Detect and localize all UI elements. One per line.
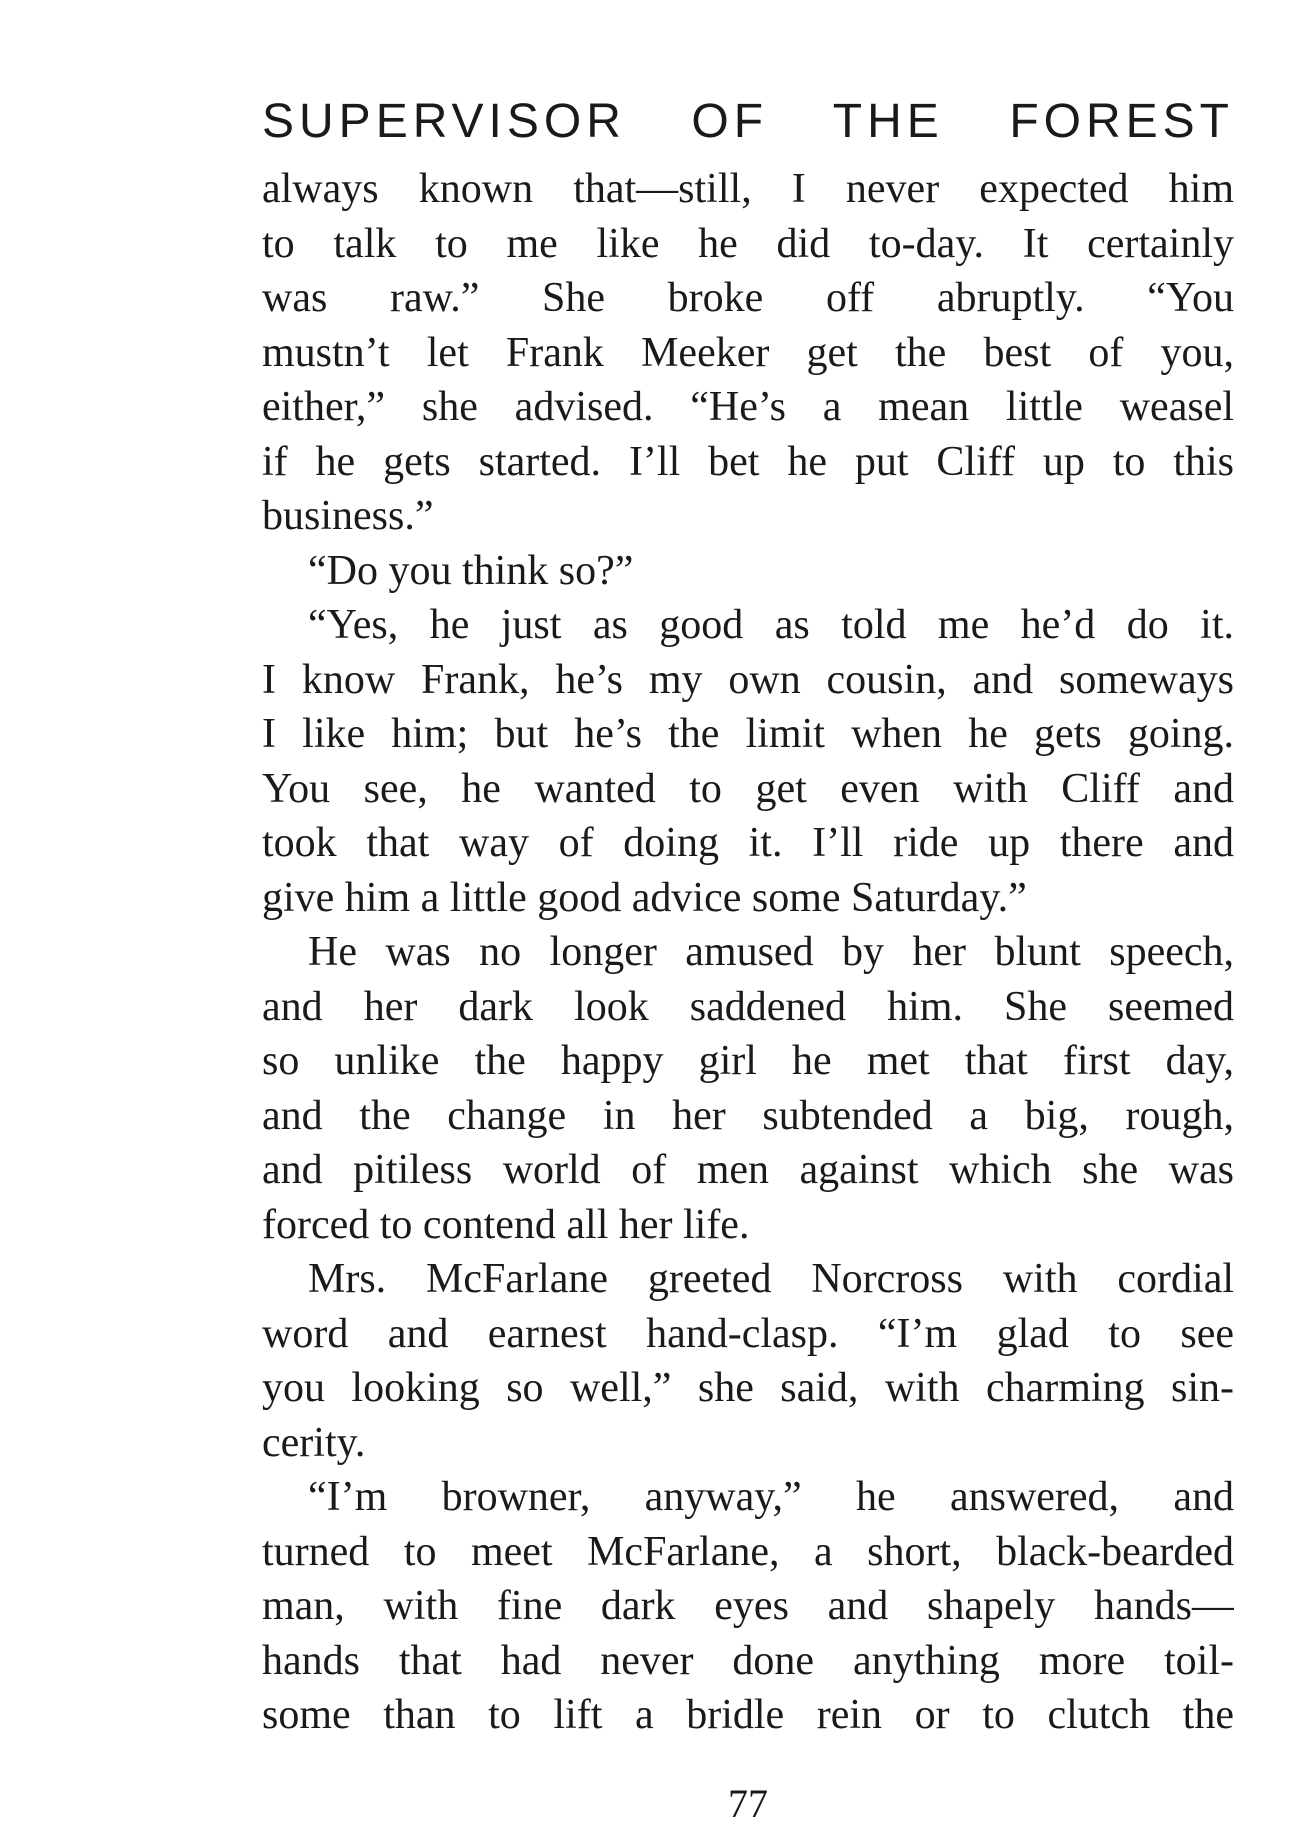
text-line: you looking so well,” she said, with charming sin- — [262, 1365, 1234, 1411]
text-line: and pitiless world of men against which she was — [262, 1147, 1234, 1193]
text-line: “I’m browner, anyway,” he answered, and — [308, 1474, 1234, 1520]
page-number: 77 — [728, 1781, 768, 1826]
text-line: business.” — [262, 493, 434, 539]
text-line: I know Frank, he’s my own cousin, and someways — [262, 656, 1234, 703]
text-line: and the change in her subtended a big, rough, — [262, 1092, 1234, 1139]
text-line: always known that—still, I never expected him — [262, 166, 1234, 212]
text-line: I like him; but he’s the limit when he gets going. — [262, 711, 1234, 757]
text-line: and her dark look saddened him. She seemed — [262, 983, 1234, 1030]
text-line: man, with fine dark eyes and shapely hands— — [262, 1583, 1234, 1629]
text-line: Mrs. McFarlane greeted Norcross with cordial — [308, 1256, 1234, 1302]
book-page — [262, 92, 1234, 1826]
text-line: either,” she advised. “He’s a mean little weasel — [262, 384, 1234, 430]
text-line: You see, he wanted to get even with Cliff and — [262, 765, 1234, 812]
text-line: “Do you think so?” — [308, 547, 634, 594]
text-line: took that way of doing it. I’ll ride up there and — [262, 820, 1234, 866]
text-line: some than to lift a bridle rein or to clutch the — [262, 1692, 1234, 1738]
running-head: SUPERVISOR OF THE FOREST — [262, 95, 1234, 148]
text-line: forced to contend all her life. — [262, 1201, 750, 1248]
text-line: so unlike the happy girl he met that first day, — [262, 1038, 1234, 1084]
text-line: He was no longer amused by her blunt speech, — [308, 929, 1234, 975]
text-line: to talk to me like he did to-day. It certainly — [262, 220, 1234, 267]
text-line: word and earnest hand-clasp. “I’m glad to see — [262, 1310, 1234, 1357]
text-line: “Yes, he just as good as told me he’d do it. — [308, 602, 1234, 648]
text-line: give him a little good advice some Saturday.” — [262, 874, 1027, 921]
text-line: if he gets started. I’ll bet he put Cliff up to this — [262, 438, 1234, 485]
text-line: turned to meet McFarlane, a short, black-bearded — [262, 1528, 1234, 1575]
text-line: mustn’t let Frank Meeker get the best of you, — [262, 329, 1234, 376]
text-line: was raw.” She broke off abruptly. “You — [262, 275, 1234, 321]
text-line: hands that had never done anything more toil- — [262, 1637, 1234, 1684]
body-text — [262, 162, 1234, 1743]
text-line: cerity. — [262, 1419, 366, 1466]
